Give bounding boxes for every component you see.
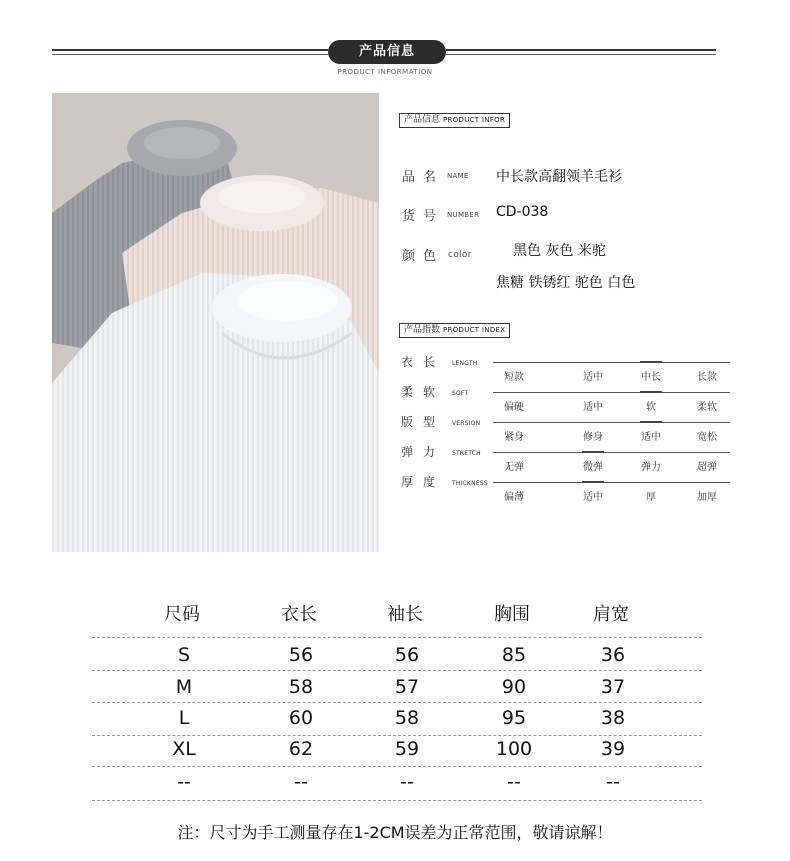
- index-option-1-3: 柔软: [697, 402, 717, 413]
- header-rule-right-top: [446, 49, 716, 51]
- index-label-en-0: LENGTH: [452, 360, 478, 367]
- index-label-2: 版型: [401, 415, 446, 429]
- name-label-en: NAME: [447, 172, 469, 180]
- index-option-0-3: 长款: [697, 372, 717, 383]
- size-table-cell-0-3: 85: [501, 644, 527, 666]
- header-rule-right-bottom: [446, 54, 716, 55]
- index-label-en-1: SOFT: [452, 390, 469, 397]
- index-option-4-0: 偏薄: [504, 492, 524, 503]
- size-table-cell-2-0: L: [178, 707, 190, 729]
- index-option-1-0: 偏硬: [504, 402, 524, 413]
- size-table-cell-3-0: XL: [172, 738, 196, 760]
- number-label: 货号: [402, 209, 445, 224]
- header-rule-left-bottom: [52, 54, 328, 55]
- size-table-header-1: 衣长: [281, 604, 317, 625]
- size-table-cell-1-0: M: [175, 676, 193, 698]
- index-option-3-3: 超弹: [697, 462, 717, 473]
- product-index-label: [399, 323, 510, 338]
- size-table-cell-0-4: 36: [600, 644, 626, 666]
- index-option-4-2: 厚: [646, 492, 656, 503]
- number-label-en: NUMBER: [447, 211, 480, 219]
- size-table-cell-2-2: 58: [394, 707, 420, 729]
- header-rule-left-top: [52, 49, 328, 51]
- index-option-0-0: 短款: [504, 372, 524, 383]
- size-table-header-3: 胸围: [494, 604, 530, 625]
- size-table-cell-4-3: --: [507, 771, 521, 793]
- index-scale-line-3: [493, 452, 730, 453]
- name-label: 品名: [402, 170, 445, 185]
- size-table-cell-1-4: 37: [600, 676, 626, 698]
- size-table-cell-1-2: 57: [394, 676, 420, 698]
- index-option-2-2: 适中: [641, 432, 661, 443]
- index-option-2-0: 紧身: [504, 432, 524, 443]
- size-table-cell-3-3: 100: [495, 738, 533, 760]
- index-option-1-2: 软: [646, 402, 656, 413]
- index-option-1-1: 适中: [583, 402, 603, 413]
- header-subtitle: PRODUCT INFORMATION: [337, 68, 433, 76]
- color-value-line1: 黑色 灰色 米驼: [513, 243, 606, 259]
- size-table-divider-5: [92, 800, 702, 801]
- product-info-label-en: PRODUCT INFOR: [443, 116, 506, 124]
- index-selected-marker-2: [640, 421, 662, 423]
- size-table-cell-4-4: --: [606, 771, 620, 793]
- size-table-header-0: 尺码: [164, 604, 200, 625]
- sweater-illustration: [52, 93, 379, 552]
- header-title: 产品信息: [328, 40, 446, 64]
- index-option-3-0: 无弹: [504, 462, 524, 473]
- index-option-2-3: 宽松: [697, 432, 717, 443]
- product-index-label-en: PRODUCT INDEX: [443, 326, 506, 334]
- size-table-cell-3-4: 39: [600, 738, 626, 760]
- color-label-en: color: [448, 250, 472, 260]
- index-option-4-1: 适中: [583, 492, 603, 503]
- index-label-3: 弹力: [401, 445, 446, 459]
- color-value-line2: 焦糖 铁锈红 驼色 白色: [496, 275, 636, 291]
- size-table-cell-0-2: 56: [394, 644, 420, 666]
- size-table-cell-2-3: 95: [501, 707, 527, 729]
- size-table-cell-4-0: --: [177, 771, 191, 793]
- index-option-0-1: 适中: [583, 372, 603, 383]
- index-selected-marker-0: [640, 361, 662, 363]
- product-info-label: [399, 113, 510, 128]
- index-scale-line-1: [493, 392, 730, 393]
- index-option-4-3: 加厚: [697, 492, 717, 503]
- number-value: CD-038: [496, 204, 549, 220]
- index-option-3-2: 弹力: [641, 462, 661, 473]
- size-table-divider-0: [92, 637, 702, 638]
- color-label: 颜色: [402, 249, 445, 264]
- index-option-0-2: 中长: [641, 372, 661, 383]
- product-index-label-cn: 产品指数: [404, 325, 441, 335]
- index-option-3-1: 微弹: [583, 462, 603, 473]
- index-label-en-2: VERSION: [452, 420, 481, 427]
- size-table-cell-3-2: 59: [394, 738, 420, 760]
- product-photo: [52, 93, 379, 552]
- size-table-divider-4: [92, 766, 702, 767]
- size-table-cell-2-4: 38: [600, 707, 626, 729]
- index-label-en-3: STRETCH: [452, 450, 481, 457]
- size-table-cell-0-0: S: [177, 644, 191, 666]
- size-table-cell-4-2: --: [400, 771, 414, 793]
- size-table-cell-2-1: 60: [288, 707, 314, 729]
- index-selected-marker-3: [582, 451, 604, 453]
- size-table-header-2: 袖长: [387, 604, 423, 625]
- index-selected-marker-1: [640, 391, 662, 393]
- index-label-1: 柔软: [401, 385, 446, 399]
- index-label-4: 厚度: [401, 475, 446, 489]
- index-label-0: 衣长: [401, 355, 446, 369]
- size-table-cell-0-1: 56: [288, 644, 314, 666]
- index-scale-line-4: [493, 482, 730, 483]
- index-scale-line-0: [493, 362, 730, 363]
- name-value: 中长款高翻领羊毛衫: [496, 169, 622, 185]
- index-label-en-4: THICKNESS: [452, 480, 488, 487]
- size-table-cell-1-1: 58: [288, 676, 314, 698]
- size-table-divider-3: [92, 735, 702, 736]
- size-table-header-4: 肩宽: [593, 604, 629, 625]
- measurement-note: 注：尺寸为手工测量存在1-2CM误差为正常范围，敬请谅解！: [177, 823, 613, 842]
- index-selected-marker-4: [582, 481, 604, 483]
- size-table-divider-2: [92, 702, 702, 703]
- index-scale-line-2: [493, 422, 730, 423]
- index-option-2-1: 修身: [583, 432, 603, 443]
- product-info-label-cn: 产品信息: [404, 115, 441, 125]
- size-table-divider-1: [92, 670, 702, 671]
- size-table-cell-1-3: 90: [501, 676, 527, 698]
- size-table-cell-3-1: 62: [288, 738, 314, 760]
- size-table-cell-4-1: --: [294, 771, 308, 793]
